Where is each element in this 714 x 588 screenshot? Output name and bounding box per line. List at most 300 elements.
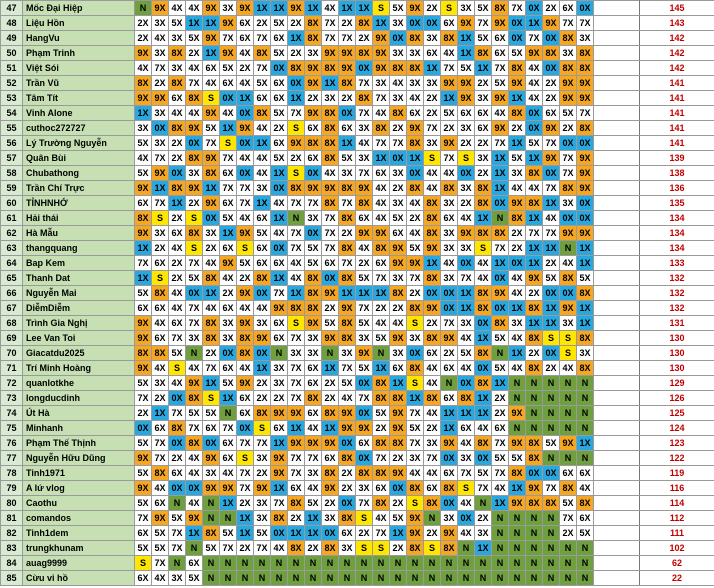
pick-cell: 9X	[390, 256, 407, 271]
pick-cell: S	[356, 511, 373, 526]
pick-cell: 8X	[424, 391, 441, 406]
pick-cell: 4X	[509, 271, 526, 286]
pick-cell: N	[560, 541, 577, 556]
pick-cell: 8X	[339, 451, 356, 466]
pick-cell: 7X	[254, 31, 271, 46]
pick-cell: 0X	[203, 436, 220, 451]
pick-cell: 3X	[390, 346, 407, 361]
pick-cell: 5X	[135, 496, 152, 511]
pick-cell: S	[356, 541, 373, 556]
spacer-cell	[594, 241, 640, 256]
pick-cell: 7X	[169, 526, 186, 541]
pick-cell: N	[509, 421, 526, 436]
pick-cell: 7X	[373, 91, 390, 106]
pick-cell: 5X	[407, 241, 424, 256]
table-row	[1, 151, 714, 166]
pick-cell: N	[271, 571, 288, 586]
pick-cell: 1X	[577, 316, 594, 331]
pick-cell: 1X	[271, 481, 288, 496]
pick-cell: 3X	[152, 376, 169, 391]
pick-cell: 9X	[186, 376, 203, 391]
pick-cell: 5X	[186, 406, 203, 421]
pick-cell: N	[560, 241, 577, 256]
pick-cell: 2X	[543, 256, 560, 271]
pick-cell: N	[220, 406, 237, 421]
spacer-cell	[594, 376, 640, 391]
pick-cell: 5X	[390, 511, 407, 526]
pick-cell: 3X	[220, 331, 237, 346]
pick-cell: 3X	[441, 241, 458, 256]
pick-cell: 2X	[475, 511, 492, 526]
player-name-cell: A lứ vlog	[23, 481, 135, 496]
pick-cell: 2X	[254, 466, 271, 481]
score-cell: 111	[640, 526, 714, 541]
pick-cell: 6X	[254, 241, 271, 256]
pick-cell: 7X	[492, 436, 509, 451]
pick-cell: 3X	[475, 151, 492, 166]
pick-cell: 4X	[254, 151, 271, 166]
pick-cell: 8X	[390, 436, 407, 451]
rank-cell: 47	[1, 1, 23, 16]
score-cell: 123	[640, 436, 714, 451]
pick-cell: 4X	[203, 256, 220, 271]
pick-cell: 2X	[339, 226, 356, 241]
leaderboard-rows	[1, 1, 714, 586]
pick-cell: 0X	[169, 436, 186, 451]
pick-cell: 4X	[203, 301, 220, 316]
rank-cell: 61	[1, 211, 23, 226]
pick-cell: 3X	[186, 166, 203, 181]
pick-cell: 6X	[271, 421, 288, 436]
pick-cell: 5X	[577, 526, 594, 541]
pick-cell: 9X	[322, 436, 339, 451]
pick-cell: 7X	[254, 61, 271, 76]
pick-cell: 2X	[475, 136, 492, 151]
pick-cell: 6X	[373, 166, 390, 181]
table-row	[1, 391, 714, 406]
rank-cell: 83	[1, 541, 23, 556]
pick-cell: 2X	[424, 526, 441, 541]
pick-cell: 8X	[526, 436, 543, 451]
pick-cell: 7X	[152, 451, 169, 466]
pick-cell: 9X	[339, 421, 356, 436]
pick-cell: 8X	[203, 271, 220, 286]
pick-cell: 9X	[441, 76, 458, 91]
pick-cell: 5X	[475, 1, 492, 16]
pick-cell: 8X	[322, 121, 339, 136]
rank-cell: 51	[1, 61, 23, 76]
player-name-cell: cuthoc272727	[23, 121, 135, 136]
pick-cell: N	[271, 556, 288, 571]
pick-cell: 0X	[509, 16, 526, 31]
pick-cell: 3X	[390, 16, 407, 31]
pick-cell: 6X	[441, 466, 458, 481]
pick-cell: 2X	[322, 301, 339, 316]
score-cell: 135	[640, 196, 714, 211]
pick-cell: 7X	[424, 451, 441, 466]
pick-cell: 5X	[135, 166, 152, 181]
pick-cell: N	[203, 556, 220, 571]
pick-cell: 0X	[237, 106, 254, 121]
pick-cell: 4X	[526, 181, 543, 196]
score-cell: 132	[640, 271, 714, 286]
pick-cell: 2X	[543, 91, 560, 106]
pick-cell: 9X	[203, 196, 220, 211]
pick-cell: 3X	[152, 16, 169, 31]
pick-cell: 8X	[577, 361, 594, 376]
pick-cell: 8X	[475, 46, 492, 61]
spacer-cell	[594, 16, 640, 31]
pick-cell: S	[373, 541, 390, 556]
pick-cell: N	[288, 571, 305, 586]
pick-cell: 1X	[441, 91, 458, 106]
table-row	[1, 166, 714, 181]
table-row	[1, 361, 714, 376]
pick-cell: 9X	[322, 46, 339, 61]
pick-cell: 6X	[186, 556, 203, 571]
pick-cell: 6X	[339, 526, 356, 541]
pick-cell: 4X	[271, 196, 288, 211]
pick-cell: 0X	[271, 61, 288, 76]
pick-cell: S	[288, 166, 305, 181]
pick-cell: N	[424, 556, 441, 571]
pick-cell: 9X	[407, 121, 424, 136]
spacer-cell	[594, 31, 640, 46]
pick-cell: 9X	[441, 136, 458, 151]
pick-cell: 9X	[458, 76, 475, 91]
pick-cell: 4X	[254, 166, 271, 181]
pick-cell: 8X	[373, 466, 390, 481]
pick-cell: 5X	[509, 46, 526, 61]
rank-cell: 52	[1, 76, 23, 91]
pick-cell: N	[526, 376, 543, 391]
pick-cell: 0X	[407, 346, 424, 361]
pick-cell: 3X	[560, 46, 577, 61]
pick-cell: 9X	[509, 76, 526, 91]
pick-cell: 4X	[373, 181, 390, 196]
pick-cell: 9X	[441, 331, 458, 346]
pick-cell: 3X	[152, 136, 169, 151]
pick-cell: N	[509, 541, 526, 556]
pick-cell: 6X	[305, 151, 322, 166]
pick-cell: 1X	[135, 271, 152, 286]
spacer-cell	[594, 406, 640, 421]
pick-cell: 4X	[526, 76, 543, 91]
pick-cell: 8X	[322, 196, 339, 211]
pick-cell: 0X	[254, 346, 271, 361]
pick-cell: 4X	[424, 166, 441, 181]
score-cell: 143	[640, 16, 714, 31]
pick-cell: 1X	[220, 226, 237, 241]
pick-cell: 4X	[390, 316, 407, 331]
pick-cell: 2X	[169, 451, 186, 466]
pick-cell: 3X	[220, 316, 237, 331]
score-cell: 131	[640, 316, 714, 331]
pick-cell: 4X	[373, 511, 390, 526]
pick-cell: 2X	[424, 316, 441, 331]
pick-cell: 8X	[509, 61, 526, 76]
pick-cell: 3X	[509, 316, 526, 331]
pick-cell: 1X	[220, 121, 237, 136]
pick-cell: 7X	[560, 511, 577, 526]
score-cell: 116	[640, 481, 714, 496]
pick-cell: 9X	[339, 406, 356, 421]
spacer-cell	[594, 256, 640, 271]
pick-cell: 1X	[271, 211, 288, 226]
pick-cell: 1X	[169, 196, 186, 211]
pick-cell: 4X	[441, 166, 458, 181]
pick-cell: 8X	[305, 391, 322, 406]
pick-cell: 0X	[288, 76, 305, 91]
pick-cell: 1X	[135, 106, 152, 121]
pick-cell: 8X	[339, 76, 356, 91]
pick-cell: S	[169, 361, 186, 376]
pick-cell: 7X	[288, 361, 305, 376]
pick-cell: 4X	[254, 301, 271, 316]
pick-cell: 8X	[169, 181, 186, 196]
pick-cell: 1X	[305, 511, 322, 526]
pick-cell: 7X	[373, 451, 390, 466]
pick-cell: 0X	[577, 196, 594, 211]
pick-cell: 9X	[339, 301, 356, 316]
pick-cell: 3X	[390, 166, 407, 181]
pick-cell: 1X	[203, 376, 220, 391]
pick-cell: 2X	[560, 121, 577, 136]
pick-cell: S	[186, 241, 203, 256]
pick-cell: 8X	[424, 211, 441, 226]
pick-cell: 2X	[526, 286, 543, 301]
pick-cell: 5X	[203, 541, 220, 556]
pick-cell: 9X	[543, 121, 560, 136]
pick-cell: 2X	[237, 271, 254, 286]
pick-cell: 3X	[356, 331, 373, 346]
pick-cell: 6X	[390, 361, 407, 376]
pick-cell: 3X	[220, 1, 237, 16]
pick-cell: 7X	[322, 241, 339, 256]
pick-cell: 7X	[237, 181, 254, 196]
pick-cell: 2X	[152, 391, 169, 406]
player-name-cell: Cừu vi hồ	[23, 571, 135, 586]
spacer-cell	[594, 211, 640, 226]
pick-cell: 7X	[475, 16, 492, 31]
pick-cell: 1X	[543, 301, 560, 316]
pick-cell: 7X	[441, 151, 458, 166]
pick-cell: 2X	[356, 256, 373, 271]
pick-cell: 3X	[322, 511, 339, 526]
pick-cell: 5X	[220, 376, 237, 391]
pick-cell: 1X	[271, 436, 288, 451]
pick-cell: 0X	[390, 31, 407, 46]
pick-cell: 9X	[390, 421, 407, 436]
pick-cell: 9X	[203, 151, 220, 166]
pick-cell: 9X	[220, 16, 237, 31]
score-cell: 134	[640, 241, 714, 256]
pick-cell: 5X	[135, 436, 152, 451]
spacer-cell	[594, 331, 640, 346]
pick-cell: 7X	[169, 406, 186, 421]
player-name-cell: Thanh Dat	[23, 271, 135, 286]
pick-cell: 5X	[356, 316, 373, 331]
pick-cell: 9X	[407, 526, 424, 541]
pick-cell: 3X	[203, 226, 220, 241]
pick-cell: 3X	[288, 346, 305, 361]
pick-cell: S	[288, 121, 305, 136]
pick-cell: 2X	[254, 391, 271, 406]
pick-cell: 9X	[220, 46, 237, 61]
pick-cell: 3X	[441, 226, 458, 241]
pick-cell: 9X	[509, 496, 526, 511]
player-name-cell: Lee Van Toi	[23, 331, 135, 346]
pick-cell: 2X	[203, 241, 220, 256]
pick-cell: 7X	[560, 16, 577, 31]
pick-cell: 5X	[458, 61, 475, 76]
score-cell: 129	[640, 376, 714, 391]
pick-cell: N	[543, 451, 560, 466]
pick-cell: 7X	[390, 136, 407, 151]
pick-cell: 9X	[356, 346, 373, 361]
pick-cell: N	[322, 556, 339, 571]
pick-cell: 3X	[424, 31, 441, 46]
pick-cell: 8X	[305, 136, 322, 151]
pick-cell: N	[560, 406, 577, 421]
pick-cell: 8X	[526, 331, 543, 346]
pick-cell: 1X	[407, 391, 424, 406]
score-cell: 133	[640, 256, 714, 271]
pick-cell: 4X	[152, 481, 169, 496]
pick-cell: N	[526, 391, 543, 406]
pick-cell: N	[390, 571, 407, 586]
pick-cell: 1X	[220, 391, 237, 406]
pick-cell: 6X	[475, 106, 492, 121]
pick-cell: 2X	[407, 211, 424, 226]
player-name-cell: Tinh1971	[23, 466, 135, 481]
pick-cell: 5X	[305, 241, 322, 256]
pick-cell: 8X	[407, 541, 424, 556]
pick-cell: 6X	[237, 406, 254, 421]
pick-cell: 9X	[407, 256, 424, 271]
pick-cell: N	[577, 541, 594, 556]
spacer-cell	[594, 91, 640, 106]
pick-cell: 4X	[169, 376, 186, 391]
pick-cell: 8X	[509, 211, 526, 226]
pick-cell: 7X	[152, 196, 169, 211]
rank-cell: 60	[1, 196, 23, 211]
pick-cell: 7X	[356, 166, 373, 181]
pick-cell: 1X	[203, 286, 220, 301]
rank-cell: 49	[1, 31, 23, 46]
pick-cell: 9X	[424, 241, 441, 256]
pick-cell: N	[577, 376, 594, 391]
pick-cell: 5X	[169, 511, 186, 526]
pick-cell: 1X	[441, 421, 458, 436]
pick-cell: 8X	[560, 31, 577, 46]
pick-cell: 9X	[254, 481, 271, 496]
pick-cell: 3X	[339, 166, 356, 181]
pick-cell: 1X	[373, 361, 390, 376]
pick-cell: 9X	[492, 16, 509, 31]
pick-cell: 2X	[169, 256, 186, 271]
pick-cell: 9X	[458, 16, 475, 31]
score-cell: 132	[640, 286, 714, 301]
pick-cell: 0X	[203, 211, 220, 226]
pick-cell: 9X	[560, 436, 577, 451]
pick-cell: 4X	[237, 46, 254, 61]
pick-cell: 4X	[458, 331, 475, 346]
pick-cell: 8X	[339, 271, 356, 286]
pick-cell: 8X	[135, 76, 152, 91]
pick-cell: 4X	[458, 211, 475, 226]
pick-cell: 8X	[577, 496, 594, 511]
pick-cell: 2X	[509, 226, 526, 241]
pick-cell: 1X	[356, 286, 373, 301]
pick-cell: 3X	[305, 466, 322, 481]
player-name-cell: longducdinh	[23, 391, 135, 406]
pick-cell: 6X	[220, 166, 237, 181]
pick-cell: 3X	[560, 196, 577, 211]
pick-cell: 8X	[424, 271, 441, 286]
pick-cell: 4X	[169, 301, 186, 316]
pick-cell: 1X	[305, 1, 322, 16]
pick-cell: 8X	[237, 346, 254, 361]
pick-cell: 4X	[458, 436, 475, 451]
pick-cell: 9X	[543, 151, 560, 166]
pick-cell: 3X	[424, 136, 441, 151]
pick-cell: 5X	[492, 331, 509, 346]
pick-cell: 2X	[305, 91, 322, 106]
pick-cell: 9X	[135, 331, 152, 346]
table-row	[1, 556, 714, 571]
pick-cell: N	[492, 541, 509, 556]
pick-cell: 2X	[424, 91, 441, 106]
pick-cell: 3X	[356, 481, 373, 496]
pick-cell: 1X	[492, 376, 509, 391]
rank-cell: 50	[1, 46, 23, 61]
pick-cell: 4X	[475, 421, 492, 436]
pick-cell: 6X	[441, 361, 458, 376]
pick-cell: 1X	[373, 16, 390, 31]
pick-cell: 9X	[135, 361, 152, 376]
spacer-cell	[594, 496, 640, 511]
table-row	[1, 511, 714, 526]
spacer-cell	[594, 286, 640, 301]
score-cell: 102	[640, 541, 714, 556]
rank-cell: 55	[1, 121, 23, 136]
pick-cell: 6X	[220, 241, 237, 256]
pick-cell: 1X	[152, 406, 169, 421]
pick-cell: S	[407, 316, 424, 331]
pick-cell: 7X	[288, 391, 305, 406]
pick-cell: 5X	[305, 256, 322, 271]
pick-cell: 1X	[492, 181, 509, 196]
score-cell: 141	[640, 106, 714, 121]
pick-cell: 9X	[526, 46, 543, 61]
table-row	[1, 376, 714, 391]
pick-cell: 9X	[356, 226, 373, 241]
pick-cell: 8X	[373, 436, 390, 451]
spacer-cell	[594, 451, 640, 466]
pick-cell: 5X	[203, 121, 220, 136]
pick-cell: 7X	[339, 31, 356, 46]
pick-cell: 0X	[560, 211, 577, 226]
pick-cell: 3X	[577, 31, 594, 46]
pick-cell: 8X	[373, 391, 390, 406]
pick-cell: 7X	[441, 316, 458, 331]
pick-cell: 3X	[254, 496, 271, 511]
pick-cell: 4X	[356, 241, 373, 256]
pick-cell: N	[458, 571, 475, 586]
spacer-cell	[594, 466, 640, 481]
spacer-cell	[594, 316, 640, 331]
